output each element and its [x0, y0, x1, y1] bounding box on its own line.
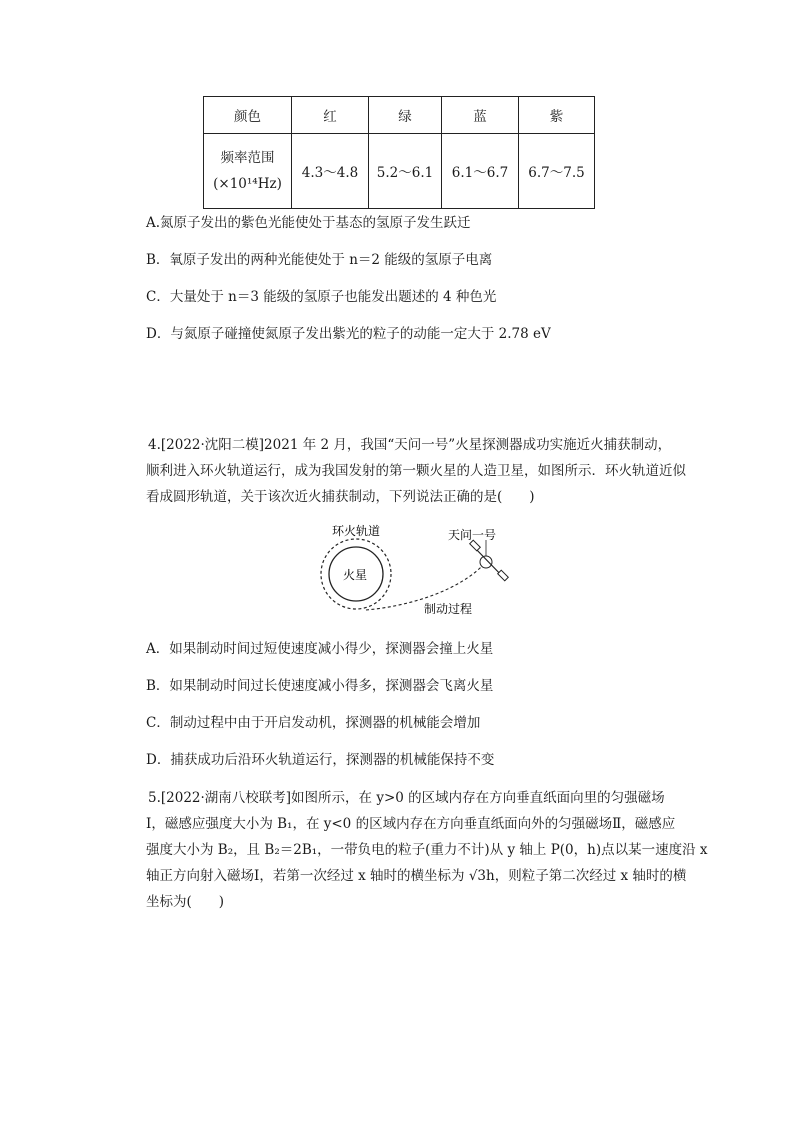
orbit-diagram: [316, 522, 516, 622]
orbit-label: 环火轨道: [332, 524, 381, 538]
orbit-figure: [316, 522, 516, 622]
q4-option-a: A．如果制动时间过短使速度减小得少，探测器会撞上火星: [146, 641, 494, 657]
q5-stem: [146, 785, 708, 915]
q4-stem-line: 顺利进入环火轨道运行，成为我国发射的第一颗火星的人造卫星，如图所示．环火轨道近似: [146, 463, 686, 479]
table-cell: 4.3～4.8: [292, 134, 369, 209]
table-row: [204, 97, 595, 134]
q5-stem-line: 轴正方向射入磁场Ⅰ，若第一次经过 x 轴时的横坐标为 √3h，则粒子第二次经过 x 轴时的横: [146, 868, 687, 884]
table-row: [204, 134, 595, 209]
table-header-cell: 绿: [369, 97, 442, 134]
q4-stem-line: 4.[2022·沈阳二模]2021 年 2 月，我国“天问一号”火星探测器成功实施近火捕获制动，: [148, 437, 672, 453]
probe-label: 天问一号: [448, 528, 497, 542]
table-cell: 5.2～6.1: [369, 134, 442, 209]
table-header-cell: 颜色: [204, 97, 292, 134]
probe-icon: [470, 540, 509, 581]
row-label-line2: (×10¹⁴Hz): [213, 176, 282, 192]
mars-label: 火星: [343, 568, 368, 582]
table-header-cell: 紫: [519, 97, 595, 134]
table-cell: 6.1～6.7: [442, 134, 519, 209]
table-cell: 6.7～7.5: [519, 134, 595, 209]
row-label-line1: 频率范围: [220, 150, 275, 166]
q4-stem-line: 看成圆形轨道，关于该次近火捕获制动，下列说法正确的是( ): [146, 489, 535, 505]
q4-option-b: B．如果制动时间过长使速度减小得多，探测器会飞离火星: [146, 678, 494, 694]
q5-stem-line: 强度大小为 B₂，且 B₂＝2B₁，一带负电的粒子(重力不计)从 y 轴上 P(0，h)点以某一速度沿 x: [146, 842, 708, 858]
q4-stem: [146, 432, 686, 510]
q3-option-b: B．氧原子发出的两种光能使处于 n＝2 能级的氢原子电离: [146, 252, 493, 268]
braking-label: 制动过程: [424, 602, 473, 616]
table-header-cell: 蓝: [442, 97, 519, 134]
table-header-cell: 红: [292, 97, 369, 134]
q3-option-d: D．与氮原子碰撞使氮原子发出紫光的粒子的动能一定大于 2.78 eV: [146, 326, 551, 342]
frequency-table: [203, 96, 595, 209]
q4-option-d: D．捕获成功后沿环火轨道运行，探测器的机械能保持不变: [146, 752, 495, 768]
q3-option-c: C．大量处于 n＝3 能级的氢原子也能发出题述的 4 种色光: [146, 289, 497, 305]
q4-option-c: C．制动过程中由于开启发动机，探测器的机械能会增加: [146, 715, 481, 731]
q5-stem-line: 坐标为( ): [146, 894, 225, 910]
table-row-label: [204, 134, 292, 209]
q3-option-a: A.氮原子发出的紫色光能使处于基态的氢原子发生跃迁: [146, 215, 471, 231]
q5-stem-line: 5.[2022·湖南八校联考]如图所示，在 y>0 的区域内存在方向垂直纸面向里的匀强磁场: [148, 790, 665, 806]
q5-stem-line: Ⅰ，磁感应强度大小为 B₁，在 y<0 的区域内存在方向垂直纸面向外的匀强磁场Ⅱ，磁感应: [146, 816, 676, 832]
